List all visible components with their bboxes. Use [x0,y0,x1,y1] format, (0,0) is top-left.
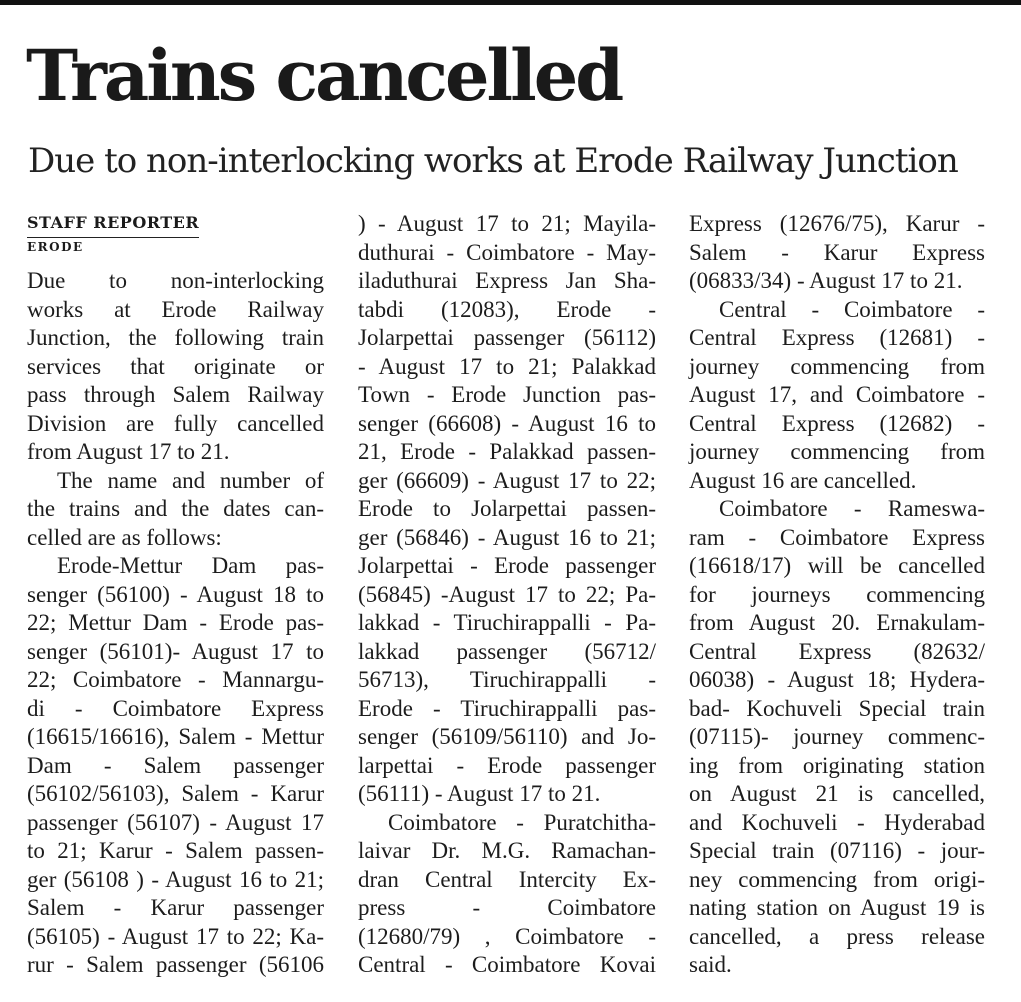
article-line: journey commencing from [689,439,985,464]
article-line: ney commencing from origi- [689,866,985,892]
article-line: ger (56846) - August 16 to 21; [358,524,656,550]
article-line: Salem - Karur Express [689,239,985,265]
article-line: (16615/16616), Salem - Mettur [27,724,324,749]
article-line: dran Central Intercity Ex- [358,866,656,892]
article-line: August 16 are cancelled. [689,467,917,493]
article-line: senger (56100) - August 18 to [27,581,324,607]
article-line: Jolarpettai - Erode passenger [358,553,656,578]
article-line: Town - Erode Junction pas- [358,382,656,407]
article-line: tabdi (12083), Erode - [358,296,656,322]
article-line: (06833/34) - August 17 to 21. [689,268,963,293]
article-line: Erode - Tiruchirappalli pas- [358,695,656,721]
subheadline: Due to non-interlocking works at Erode Railway Junction [28,141,958,181]
article-line: Central Express (12682) - [689,410,985,436]
article-line: Dam - Salem passenger [27,752,324,778]
article-line: Division are fully cancelled [27,410,324,436]
article-line: The name and number of [57,467,324,493]
article-line: ) - August 17 to 21; Mayila- [358,211,656,236]
article-line: ing from originating station [689,752,985,778]
article-line: 56713), Tiruchirappalli - [358,667,656,692]
article-line: works at Erode Railway [27,296,324,322]
article-line: iladuthurai Express Jan Sha- [358,268,656,293]
article-line: Coimbatore - Puratchitha- [388,809,656,835]
article-line: (16618/17) will be cancelled [689,553,985,578]
article-line: the trains and the dates can- [27,496,324,521]
article-line: laivar Dr. M.G. Ramachan- [358,838,656,863]
article-line: said. [689,952,732,977]
article-line: ram - Coimbatore Express [689,524,985,550]
byline-block [27,212,199,238]
article-line: lakkad passenger (56712/ [358,638,656,664]
article-line: (56111) - August 17 to 21. [358,781,601,806]
article-line: services that originate or [27,353,324,379]
article-line: Junction, the following train [27,325,324,350]
article-line: from August 20. Ernakulam- [689,610,985,635]
article-line: (07115)- journey commenc- [689,724,985,749]
article-line: Jolarpettai passenger (56112) [358,325,656,350]
article-line: senger (56109/56110) and Jo- [358,724,656,749]
top-rule [0,0,1021,5]
article-line: 21, Erode - Palakkad passen- [358,439,656,464]
article-line: (12680/79) , Coimbatore - [358,923,656,949]
article-line: 22; Coimbatore - Mannargu- [27,667,324,692]
article-line: Central Express (12681) - [689,325,985,350]
article-line: rur - Salem passenger (56106 [27,952,324,977]
article-line: passenger (56107) - August 17 [27,809,324,835]
article-line: celled are as follows: [27,524,222,550]
article-line: ger (56108 ) - August 16 to 21; [27,866,324,892]
article-line: pass through Salem Railway [27,382,324,407]
article-line: Erode-Mettur Dam pas- [57,553,324,578]
article-line: ger (66609) - August 17 to 22; [358,467,656,493]
article-line: journey commencing from [689,353,985,379]
article-line: senger (56101)- August 17 to [27,638,324,664]
article-line: and Kochuveli - Hyderabad [689,809,985,835]
dateline: ERODE [27,240,84,254]
article-line: Central - Coimbatore - [719,296,985,322]
article-line: cancelled, a press release [689,923,985,949]
article-line: nating station on August 19 is [689,895,985,920]
article-line: Salem - Karur passenger [27,895,324,920]
article-line: Erode to Jolarpettai passen- [358,496,656,521]
article-line: 06038) - August 18; Hydera- [689,667,985,692]
article-line: for journeys commencing [689,581,985,607]
article-line: 22; Mettur Dam - Erode pas- [27,610,324,635]
headline: Trains cancelled [26,34,622,117]
article-line: bad- Kochuveli Special train [689,695,985,721]
article-line: larpettai - Erode passenger [358,752,656,778]
article-line: Due to non-interlocking [27,268,324,293]
article-line: press - Coimbatore [358,895,656,920]
article-line: - August 17 to 21; Palakkad [358,353,656,379]
article-line: Coimbatore - Rameswa- [719,496,985,521]
article-line: to 21; Karur - Salem passen- [27,838,324,863]
article-line: Central Express (82632/ [689,638,985,664]
article-line: (56105) - August 17 to 22; Ka- [27,923,324,949]
article-line: Express (12676/75), Karur - [689,211,985,236]
article-line: Special train (07116) - jour- [689,838,985,863]
byline: STAFF REPORTER [27,212,199,238]
article-line: di - Coimbatore Express [27,695,324,721]
article-line: from August 17 to 21. [27,439,230,464]
article-line: August 17, and Coimbatore - [689,382,985,407]
article-line: Central - Coimbatore Kovai [358,952,656,977]
article-line: on August 21 is cancelled, [689,781,985,806]
article-line: lakkad - Tiruchirappalli - Pa- [358,610,656,635]
article-line: duthurai - Coimbatore - May- [358,239,656,265]
article-line: (56845) -August 17 to 22; Pa- [358,581,656,607]
article-line: (56102/56103), Salem - Karur [27,781,324,806]
article-line: senger (66608) - August 16 to [358,410,656,436]
